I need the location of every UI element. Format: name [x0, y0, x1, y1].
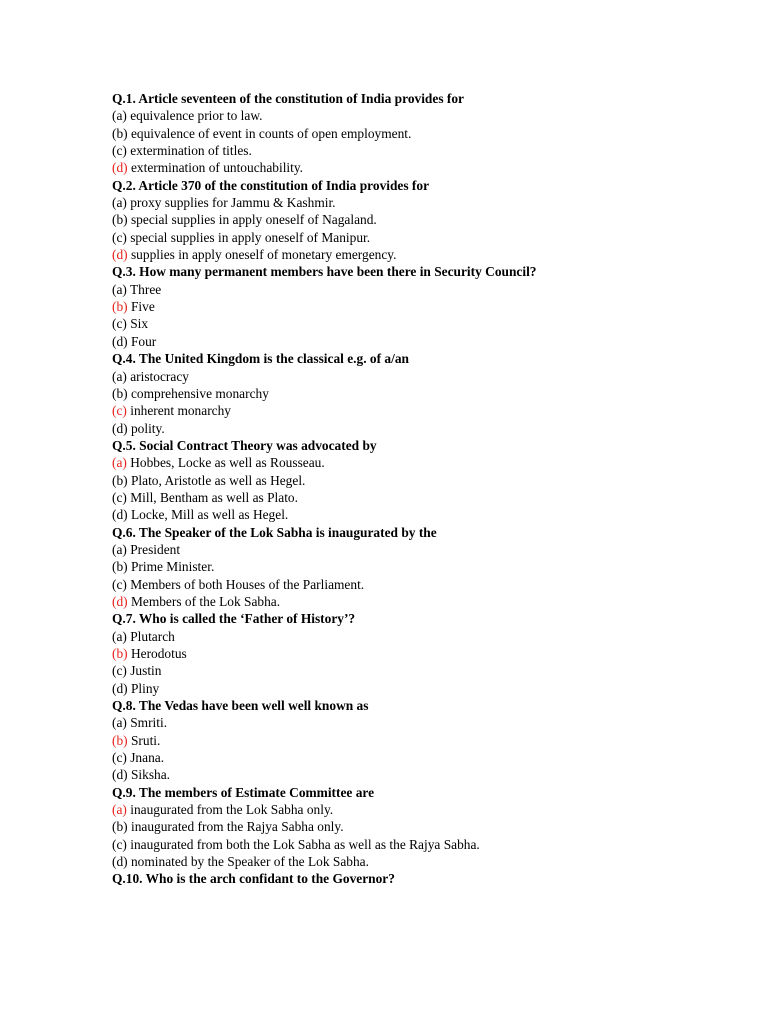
option-text: extermination of untouchability. [127, 160, 304, 176]
question-8-text: Q.8. The Vedas have been well well known as [112, 698, 369, 714]
option-q5-d [112, 506, 732, 523]
question-block [112, 437, 732, 524]
option-letter: (d) [112, 247, 128, 263]
option-text: Locke, Mill as well as Hegel. [127, 507, 289, 523]
question-5-text: Q.5. Social Contract Theory was advocated by [112, 437, 377, 453]
option-q2-d [112, 246, 732, 263]
option-letter: (c) [112, 489, 127, 505]
option-text: Members of both Houses of the Parliament. [126, 576, 365, 592]
question-block [112, 697, 732, 784]
option-q8-d [112, 766, 732, 783]
option-letter: (d) [112, 160, 128, 176]
option-q9-c [112, 836, 732, 853]
option-letter: (a) [112, 715, 127, 731]
question-9-text: Q.9. The members of Estimate Committee are [112, 784, 375, 800]
option-letter: (b) [112, 732, 128, 748]
question-block [112, 784, 732, 871]
option-q7-b [112, 645, 732, 662]
option-text: inaugurated from both the Lok Sabha as well as the Rajya Sabha. [126, 836, 480, 852]
option-letter: (b) [112, 559, 128, 575]
option-letter: (c) [112, 316, 127, 332]
option-letter: (c) [112, 143, 127, 159]
option-text: Plato, Aristotle as well as Hegel. [127, 472, 306, 488]
option-letter: (d) [112, 333, 128, 349]
option-q1-c [112, 142, 732, 159]
option-q4-c [112, 402, 732, 419]
option-text: Pliny [127, 680, 160, 696]
option-q3-b [112, 298, 732, 315]
option-q1-d [112, 159, 732, 176]
option-text: supplies in apply oneself of monetary emergency. [127, 247, 397, 263]
option-letter: (a) [112, 368, 127, 384]
option-letter: (b) [112, 646, 128, 661]
option-text: nominated by the Speaker of the Lok Sabha. [127, 854, 369, 870]
option-letter: (d) [112, 767, 128, 783]
option-q9-a [112, 801, 732, 818]
option-text: equivalence prior to law. [126, 108, 263, 124]
option-text: President [126, 541, 181, 557]
option-q6-a [112, 541, 732, 558]
option-q9-b [112, 818, 732, 835]
question-block [112, 870, 732, 887]
option-letter: (b) [112, 385, 128, 401]
option-q7-a [112, 628, 732, 645]
option-q6-d [112, 593, 732, 610]
option-text: Justin [126, 663, 162, 679]
question-2-text: Q.2. Article 370 of the constitution of India provides for [112, 177, 430, 193]
option-letter: (a) [112, 541, 127, 557]
option-text: inaugurated from the Lok Sabha only. [126, 802, 334, 818]
option-q8-b [112, 732, 732, 749]
option-q1-a [112, 107, 732, 124]
option-q4-b [112, 385, 732, 402]
option-text: special supplies in apply oneself of Nagaland. [127, 212, 377, 228]
question-block [112, 524, 732, 611]
question-4-text: Q.4. The United Kingdom is the classical e.g. of a/an [112, 351, 409, 367]
option-text: Sruti. [127, 732, 161, 748]
option-letter: (c) [112, 229, 127, 245]
question-block [112, 610, 732, 697]
option-letter: (b) [112, 299, 128, 315]
option-text: comprehensive monarchy [127, 385, 269, 401]
option-letter: (c) [112, 403, 127, 419]
option-text: proxy supplies for Jammu & Kashmir. [126, 195, 336, 211]
option-q5-a [112, 454, 732, 471]
option-text: aristocracy [126, 368, 189, 384]
option-letter: (d) [112, 507, 128, 523]
option-letter: (a) [112, 455, 127, 471]
option-q2-c [112, 229, 732, 246]
option-text: Four [127, 333, 157, 349]
option-q6-c [112, 576, 732, 593]
option-text: special supplies in apply oneself of Manipur. [126, 229, 371, 245]
option-q3-c [112, 315, 732, 332]
option-text: inherent monarchy [126, 403, 231, 419]
option-letter: (c) [112, 663, 127, 679]
option-text: Hobbes, Locke as well as Rousseau. [126, 455, 325, 471]
question-block [112, 90, 732, 177]
option-q5-b [112, 472, 732, 489]
option-q2-a [112, 194, 732, 211]
question-10-text: Q.10. Who is the arch confidant to the Governor? [112, 871, 395, 887]
option-text: Siksha. [127, 767, 171, 783]
option-letter: (c) [112, 576, 127, 592]
option-letter: (b) [112, 212, 128, 228]
option-q4-d [112, 420, 732, 437]
option-letter: (d) [112, 854, 128, 870]
option-text: Three [126, 281, 162, 297]
option-text: Five [127, 299, 155, 315]
option-letter: (a) [112, 108, 127, 124]
option-text: Prime Minister. [127, 559, 215, 575]
option-q7-d [112, 680, 732, 697]
option-letter: (d) [112, 420, 128, 436]
option-text: Mill, Bentham as well as Plato. [126, 489, 298, 505]
option-q8-c [112, 749, 732, 766]
option-letter: (a) [112, 281, 127, 297]
option-text: Six [126, 316, 149, 332]
option-letter: (a) [112, 802, 127, 818]
option-text: Members of the Lok Sabha. [127, 593, 281, 609]
option-q8-a [112, 714, 732, 731]
option-letter: (a) [112, 195, 127, 211]
option-letter: (b) [112, 125, 128, 141]
question-block [112, 263, 732, 350]
option-q4-a [112, 368, 732, 385]
option-letter: (b) [112, 819, 128, 835]
option-q3-d [112, 333, 732, 350]
option-text: extermination of titles. [126, 143, 252, 159]
option-text: Smriti. [126, 715, 168, 731]
option-text: inaugurated from the Rajya Sabha only. [127, 819, 344, 835]
option-text: equivalence of event in counts of open employment. [127, 125, 412, 141]
option-text: Herodotus [127, 646, 187, 661]
option-q5-c [112, 489, 732, 506]
option-q6-b [112, 558, 732, 575]
question-block [112, 350, 732, 437]
option-letter: (d) [112, 593, 128, 609]
question-6-text: Q.6. The Speaker of the Lok Sabha is inaugurated by the [112, 524, 437, 540]
option-letter: (c) [112, 750, 127, 766]
option-text: polity. [127, 420, 165, 436]
question-block [112, 177, 732, 264]
option-letter: (c) [112, 836, 127, 852]
option-q2-b [112, 211, 732, 228]
option-letter: (a) [112, 628, 127, 644]
option-q3-a [112, 281, 732, 298]
option-q1-b [112, 125, 732, 142]
option-text: Plutarch [126, 628, 175, 644]
question-sheet [112, 90, 732, 888]
question-1-text: Q.1. Article seventeen of the constitution of India provides for [112, 91, 464, 106]
option-q7-c [112, 662, 732, 679]
option-q9-d [112, 853, 732, 870]
option-text: Jnana. [126, 750, 165, 766]
option-letter: (b) [112, 472, 128, 488]
question-7-text: Q.7. Who is called the ‘Father of History’? [112, 611, 356, 627]
option-letter: (d) [112, 680, 128, 696]
question-3-text: Q.3. How many permanent members have been there in Security Council? [112, 264, 537, 280]
